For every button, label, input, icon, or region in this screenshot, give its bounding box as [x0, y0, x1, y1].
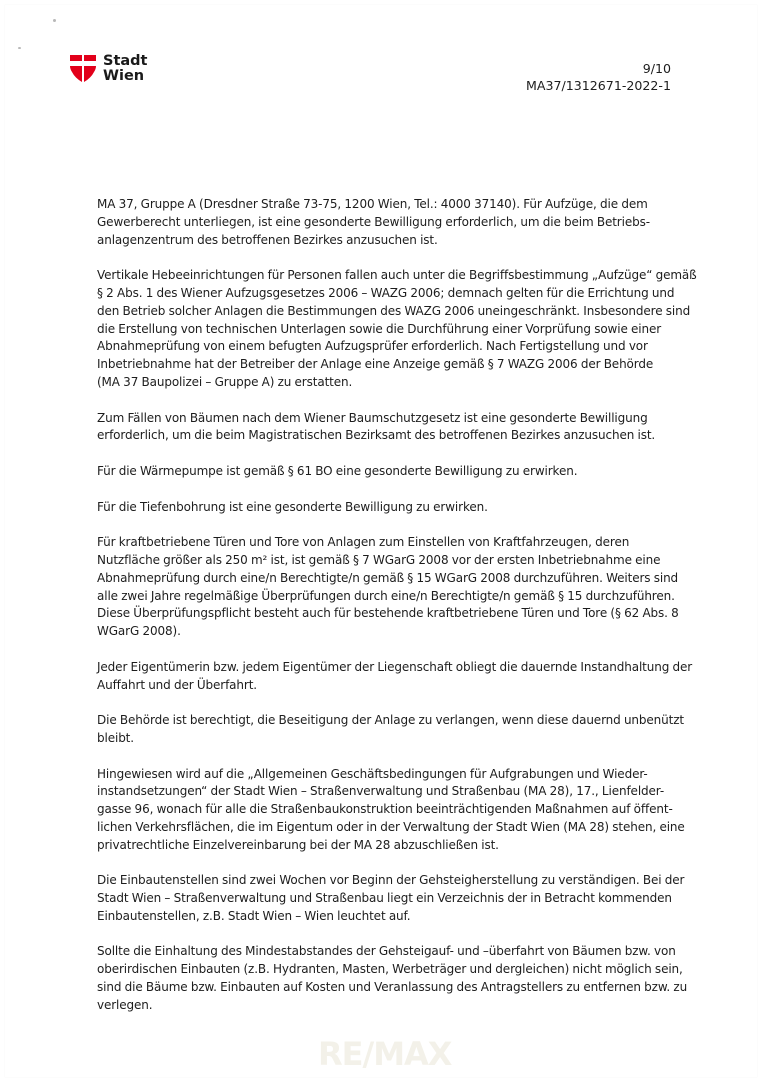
text-line: Diese Überprüfungspflicht besteht auch für bestehende kraftbetriebene Türen und Tore (§ 62 Abs. 8: [97, 606, 679, 621]
text-line: Einbautenstellen, z.B. Stadt Wien – Wien leuchtet auf.: [97, 908, 411, 923]
text-line: Zum Fällen von Bäumen nach dem Wiener Baumschutzgesetz ist eine gesonderte Bewilligung: [97, 410, 648, 425]
paragraph: [97, 463, 697, 481]
reference-number: MA37/1312671-2022-1: [526, 77, 671, 93]
text-line: Abnahmeprüfung von einem befugten Aufzugsprüfer erforderlich. Nach Fertigstellung und vor: [97, 339, 648, 354]
paragraph: [97, 872, 697, 925]
paragraph: [97, 534, 697, 641]
paragraph: [97, 712, 697, 748]
page-number: 9/10: [642, 61, 671, 76]
text-line: lichen Verkehrsflächen, die im Eigentum oder in der Verwaltung der Stadt Wien (MA 28) stehen, eine: [97, 819, 685, 834]
scan-speck: [53, 19, 56, 22]
text-line: privatrechtliche Einzelvereinbarung bei der MA 28 abzuschließen ist.: [97, 837, 499, 852]
text-line: Die Behörde ist berechtigt, die Beseitigung der Anlage zu verlangen, wenn diese dauernd unbenützt: [97, 713, 684, 728]
scan-speck: [18, 47, 21, 49]
text-line: Sollte die Einhaltung des Mindestabstandes der Gehsteigauf- und –überfahrt von Bäumen bzw. von: [97, 944, 676, 959]
text-line: gasse 96, wonach für alle die Straßenbaukonstruktion beeinträchtigenden Maßnahmen auf öffent-: [97, 802, 673, 817]
text-line: Hingewiesen wird auf die „Allgemeinen Geschäftsbedingungen für Aufgrabungen und Wieder-: [97, 766, 648, 781]
text-line: erforderlich, um die beim Magistratischen Bezirksamt des betroffenen Bezirkes anzusuchen ist.: [97, 428, 656, 443]
paragraph: [97, 766, 697, 855]
text-line: oberirdischen Einbauten (z.B. Hydranten, Masten, Werbeträger und dergleichen) nicht möglich sein,: [97, 962, 683, 977]
text-line: Stadt Wien – Straßenverwaltung und Straßenbau liegt ein Verzeichnis der in Betracht kommenden: [97, 891, 672, 906]
text-line: WGarG 2008).: [97, 624, 181, 639]
text-line: den Betrieb solcher Anlagen die Bestimmungen des WAZG 2006 uneingeschränkt. Insbesondere sind: [97, 303, 691, 318]
text-line: Inbetriebnahme hat der Betreiber der Anlage eine Anzeige gemäß § 7 WAZG 2006 der Behörde: [97, 357, 654, 372]
paragraph: [97, 267, 697, 392]
text-line: MA 37, Gruppe A (Dresdner Straße 73-75, 1200 Wien, Tel.: 4000 37140). Für Aufzüge, die dem: [97, 197, 648, 211]
text-line: Die Einbautenstellen sind zwei Wochen vor Beginn der Gehsteigherstellung zu verständigen. Bei der: [97, 873, 685, 888]
document-page: [5, 5, 757, 1077]
text-line: Abnahmeprüfung durch eine/n Berechtigte/n gemäß § 15 WGarG 2008 durchzuführen. Weiters sind: [97, 570, 679, 585]
paragraph: [97, 196, 697, 249]
text-line: verlegen.: [97, 997, 153, 1012]
logo-line-stadt: Stadt: [103, 53, 148, 69]
paragraph: [97, 499, 697, 517]
text-line: bleibt.: [97, 730, 134, 745]
document-reference: [526, 61, 671, 94]
text-line: Nutzfläche größer als 250 m² ist, ist gemäß § 7 WGarG 2008 vor der ersten Inbetriebnahme eine: [97, 552, 661, 567]
text-line: anlagenzentrum des betroffenen Bezirkes anzusuchen ist.: [97, 232, 438, 247]
paragraph: [97, 410, 697, 446]
text-line: Für die Wärmepumpe ist gemäß § 61 BO eine gesonderte Bewilligung zu erwirken.: [97, 463, 578, 478]
text-line: Für die Tiefenbohrung ist eine gesonderte Bewilligung zu erwirken.: [97, 499, 488, 514]
text-line: (MA 37 Baupolizei – Gruppe A) zu erstatten.: [97, 374, 353, 389]
text-line: Jeder Eigentümerin bzw. jedem Eigentümer der Liegenschaft obliegt die dauernde Instandhaltung der: [97, 659, 693, 674]
vienna-shield-icon: [69, 54, 97, 84]
text-line: sind die Bäume bzw. Einbauten auf Kosten und Veranlassung des Antragstellers zu entfernen bzw. zu: [97, 980, 688, 995]
remax-watermark: RE/MAX: [318, 1035, 452, 1073]
text-line: Vertikale Hebeeinrichtungen für Personen fallen auch unter die Begriffsbestimmung „Aufzüge“ gemäß: [97, 268, 697, 283]
text-line: instandsetzungen“ der Stadt Wien – Straßenverwaltung und Straßenbau (MA 28), 17., Lienfelder-: [97, 784, 665, 799]
paragraph: [97, 659, 697, 695]
text-line: Für kraftbetriebene Türen und Tore von Anlagen zum Einstellen von Kraftfahrzeugen, deren: [97, 535, 630, 550]
paragraph: [97, 943, 697, 1014]
text-line: Gewerberecht unterliegen, ist eine gesonderte Bewilligung erforderlich, um die beim Betriebs-: [97, 214, 650, 229]
logo-line-wien: Wien: [103, 68, 145, 84]
text-line: Auffahrt und der Überfahrt.: [97, 677, 257, 692]
text-line: die Erstellung von technischen Unterlagen sowie die Durchführung einer Vorprüfung sowie einer: [97, 321, 662, 336]
document-body: [97, 196, 697, 1032]
text-line: alle zwei Jahre regelmäßige Überprüfungen durch eine/n Berechtigte/n gemäß § 15 durchzuführen.: [97, 588, 675, 603]
stadt-wien-logo: [69, 54, 147, 84]
text-line: § 2 Abs. 1 des Wiener Aufzugsgesetzes 2006 – WAZG 2006; demnach gelten für die Errichtung und: [97, 285, 675, 300]
